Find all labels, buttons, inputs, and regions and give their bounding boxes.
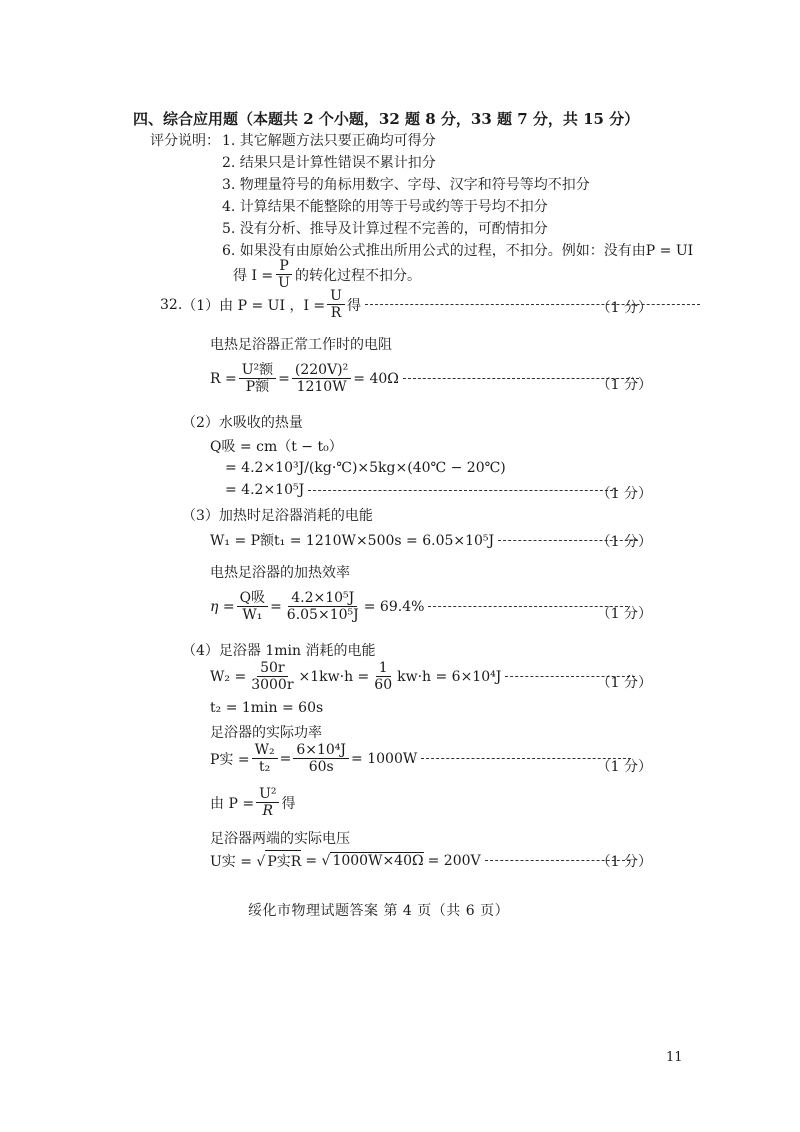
eta-result: = 69.4% (363, 598, 425, 615)
score-8: （1 分） (596, 854, 652, 870)
eta-frac2-num: 4.2×10⁵J (288, 590, 357, 607)
p-frac2-num: 6×10⁴J (293, 742, 349, 759)
q32-p1-tail: 得 (346, 297, 361, 314)
section-title: 四、综合应用题 (133, 110, 239, 128)
eta-frac1-den: W₁ (242, 607, 263, 624)
resistance-equation (210, 362, 643, 395)
w2-frac1-den: 3000r (251, 677, 294, 694)
u-radicand-1: P实R (265, 850, 301, 871)
power-label: 足浴器的实际功率 (210, 725, 322, 741)
rule6-frac-den: U (278, 275, 290, 292)
r-fraction-1 (239, 362, 276, 395)
by-p-line (210, 786, 295, 819)
p-frac2-den: 60s (308, 759, 334, 776)
efficiency-equation (210, 590, 632, 623)
p-fraction-2 (293, 742, 349, 775)
rule-item-2: 2. 结果只是计算性错误不累计扣分 (222, 155, 436, 171)
rule-item-4: 4. 计算结果不能整除的用等于号或约等于号均不扣分 (222, 199, 548, 215)
section-header (133, 108, 639, 129)
efficiency-label: 电热足浴器的加热效率 (210, 565, 350, 581)
r-fraction-2 (292, 362, 351, 395)
section-note: （本题共 2 个小题，32 题 8 分，33 题 7 分，共 15 分） (238, 110, 640, 128)
part3-label: （3）加热时足浴器消耗的电能 (182, 508, 373, 524)
p-fraction-1 (252, 742, 278, 775)
rule-item-5: 5. 没有分析、推导及计算过程不完善的，可酌情扣分 (222, 221, 548, 237)
rule-item-3: 3. 物理量符号的角标用数字、字母、汉字和符号等均不扣分 (222, 177, 590, 193)
u-result: = 200V (427, 852, 481, 869)
u-radicand-2: 1000W×40Ω (332, 853, 424, 869)
score-6: （1 分） (596, 675, 652, 691)
resistance-label: 电热足浴器正常工作时的电阻 (210, 337, 392, 353)
q-line-3-row (225, 482, 622, 498)
w2-equation (210, 660, 639, 693)
q32-p1-fraction (327, 288, 345, 321)
q-line-2: = 4.2×10³J/(kg·℃)×5kg×(40℃ − 20℃) (225, 460, 506, 476)
w2-fraction-2 (371, 660, 395, 693)
q32-p1-label: （1）由 P = UI ，I = (182, 297, 326, 314)
eta-frac2-den: 6.05×10⁵J (286, 607, 359, 624)
w2-frac2-num: 1 (376, 660, 391, 677)
r-frac2-den: 1210W (296, 379, 347, 396)
rule6-tail-pre: 得 I = (233, 267, 274, 284)
rule-item-6: 6. 如果没有由原始公式推出所用公式的过程，不扣分。例如：没有由P = UI (222, 243, 694, 259)
w2-lhs: W₂ = (210, 668, 247, 685)
p-frac1-num: W₂ (252, 742, 278, 759)
t2-line: t₂ = 1min = 60s (210, 700, 324, 716)
equals-sign: = (278, 370, 290, 387)
eta-fraction-1 (237, 590, 268, 623)
rule-item-1: 1. 其它解题方法只要正确均可得分 (222, 133, 436, 149)
score-1: （1 分） (596, 300, 652, 316)
p-lhs: P实 = (210, 751, 250, 768)
part2-label: （2）水吸收的热量 (182, 415, 303, 431)
leader-dashes (308, 490, 618, 491)
rule6-fraction (275, 258, 293, 291)
eta-fraction-2 (284, 590, 362, 623)
voltage-label: 足浴器两端的实际电压 (210, 831, 350, 847)
u-mid: = √ (305, 852, 331, 869)
w2-result: kw·h = 6×10⁴J (397, 668, 502, 685)
voltage-equation (210, 850, 634, 871)
w2-fraction-1 (248, 660, 296, 693)
q32-p1-frac-den: R (330, 305, 342, 322)
equals-sign: = (270, 598, 282, 615)
r-lhs: R = (210, 370, 237, 387)
q32-p1-frac-num: U (327, 288, 345, 305)
score-3: （1 分） (596, 486, 652, 502)
q32-number: 32. (160, 296, 183, 313)
score-2: （1 分） (596, 377, 652, 393)
rules-label: 评分说明： (150, 133, 220, 149)
by-p-pre: 由 P = (210, 795, 255, 812)
score-7: （1 分） (596, 759, 652, 775)
equals-sign: = (279, 750, 292, 767)
rule6-tail-post: 的转化过程不扣分。 (294, 267, 421, 284)
page-footer: 绥化市物理试题答案 第 4 页（共 6 页） (248, 903, 510, 919)
r-frac1-den: P额 (245, 379, 270, 396)
by-p-frac-den: R (262, 803, 274, 820)
w1-line: W₁ = P额t₁ = 1210W×500s = 6.05×10⁵J (210, 533, 495, 549)
power-equation (210, 742, 635, 775)
by-p-fraction (256, 786, 279, 819)
w2-frac2-den: 60 (374, 677, 393, 694)
by-p-post: 得 (281, 795, 296, 812)
score-4: （1 分） (596, 534, 652, 550)
q-line-1: Q吸 = cm（t − t₀） (210, 439, 343, 455)
r-result: = 40Ω (353, 370, 399, 387)
rule-item-6-tail (233, 258, 421, 291)
p-result: = 1000W (351, 750, 418, 767)
p-frac1-den: t₂ (258, 759, 271, 776)
page-number: 11 (666, 1050, 683, 1065)
u-lhs: U实 = √ (210, 853, 266, 870)
w1-row (210, 530, 642, 550)
r-frac1-num: U²额 (239, 362, 276, 379)
q-line-3: = 4.2×10⁵J (225, 482, 305, 498)
by-p-frac-num: U² (256, 786, 279, 803)
r-frac2-num: (220V)² (292, 362, 351, 379)
eta-lhs: η = (210, 598, 235, 615)
eta-frac1-num: Q吸 (237, 590, 268, 607)
w2-mid: ×1kw·h = (298, 668, 370, 685)
rule6-frac-num: P (276, 258, 291, 275)
part4-label: （4）足浴器 1min 消耗的电能 (182, 643, 376, 659)
w2-frac1-num: 50r (257, 660, 288, 677)
score-5: （1 分） (596, 606, 652, 622)
